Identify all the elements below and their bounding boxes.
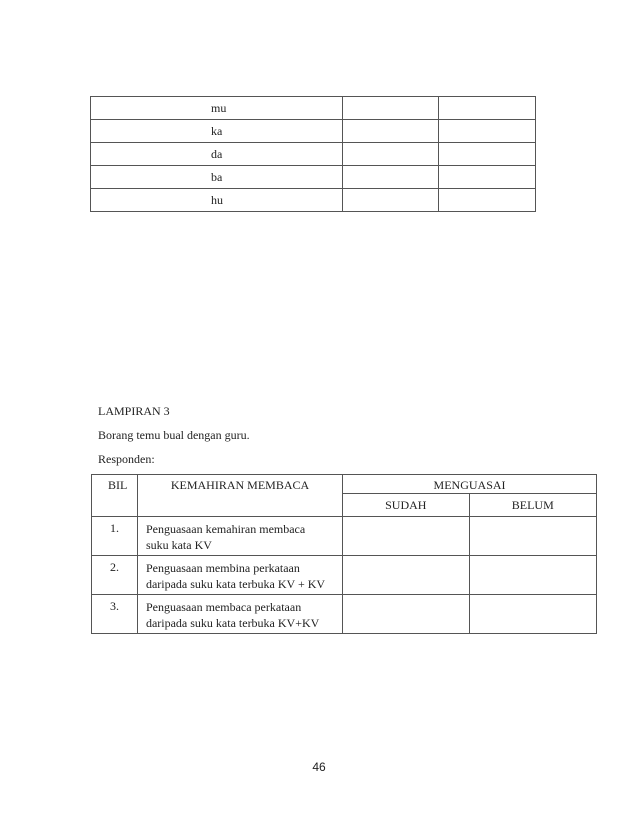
empty-cell xyxy=(439,143,536,166)
syllable-cell: mu xyxy=(91,97,343,120)
syllable-cell: ba xyxy=(91,166,343,189)
syllable-cell: ka xyxy=(91,120,343,143)
table-row xyxy=(91,143,536,166)
table-row xyxy=(91,120,536,143)
header-row xyxy=(92,475,597,494)
header-bil: BIL xyxy=(92,475,138,517)
empty-cell xyxy=(439,97,536,120)
empty-cell xyxy=(439,120,536,143)
table-row xyxy=(91,166,536,189)
empty-cell xyxy=(439,166,536,189)
form-title: Borang temu bual dengan guru. xyxy=(98,428,250,442)
syllable-checklist-table xyxy=(90,96,536,212)
skill-line: Penguasaan membaca perkataan xyxy=(145,600,302,614)
empty-cell xyxy=(342,143,439,166)
skill-cell xyxy=(137,556,342,595)
header-done: SUDAH xyxy=(343,494,469,517)
table-row xyxy=(91,189,536,212)
empty-cell xyxy=(342,120,439,143)
syllable-cell: da xyxy=(91,143,343,166)
row-number: 3. xyxy=(92,595,138,634)
skill-line: suku kata KV xyxy=(145,538,212,552)
done-cell xyxy=(343,556,469,595)
page-number: 46 xyxy=(312,760,326,774)
empty-cell xyxy=(342,189,439,212)
empty-cell xyxy=(342,97,439,120)
syllable-cell: hu xyxy=(91,189,343,212)
skill-line: Penguasaan kemahiran membaca xyxy=(145,522,306,536)
row-number: 2. xyxy=(92,556,138,595)
table-row xyxy=(92,595,597,634)
header-mastered: MENGUASAI xyxy=(343,475,597,494)
skill-line: Penguasaan membina perkataan xyxy=(145,561,300,575)
skill-line: daripada suku kata terbuka KV + KV xyxy=(145,577,326,591)
not-yet-cell xyxy=(469,517,596,556)
empty-cell xyxy=(342,166,439,189)
row-number: 1. xyxy=(92,517,138,556)
table-row xyxy=(91,97,536,120)
appendix-title: LAMPIRAN 3 xyxy=(98,404,170,418)
not-yet-cell xyxy=(469,595,596,634)
done-cell xyxy=(343,517,469,556)
empty-cell xyxy=(439,189,536,212)
header-skill: KEMAHIRAN MEMBACA xyxy=(137,475,342,517)
skill-cell xyxy=(137,595,342,634)
skill-cell xyxy=(137,517,342,556)
table-row xyxy=(92,556,597,595)
header-not-yet: BELUM xyxy=(469,494,596,517)
table-row xyxy=(92,517,597,556)
interview-table xyxy=(91,474,597,634)
skill-line: daripada suku kata terbuka KV+KV xyxy=(145,616,320,630)
done-cell xyxy=(343,595,469,634)
respondent-label: Responden: xyxy=(98,452,155,466)
not-yet-cell xyxy=(469,556,596,595)
